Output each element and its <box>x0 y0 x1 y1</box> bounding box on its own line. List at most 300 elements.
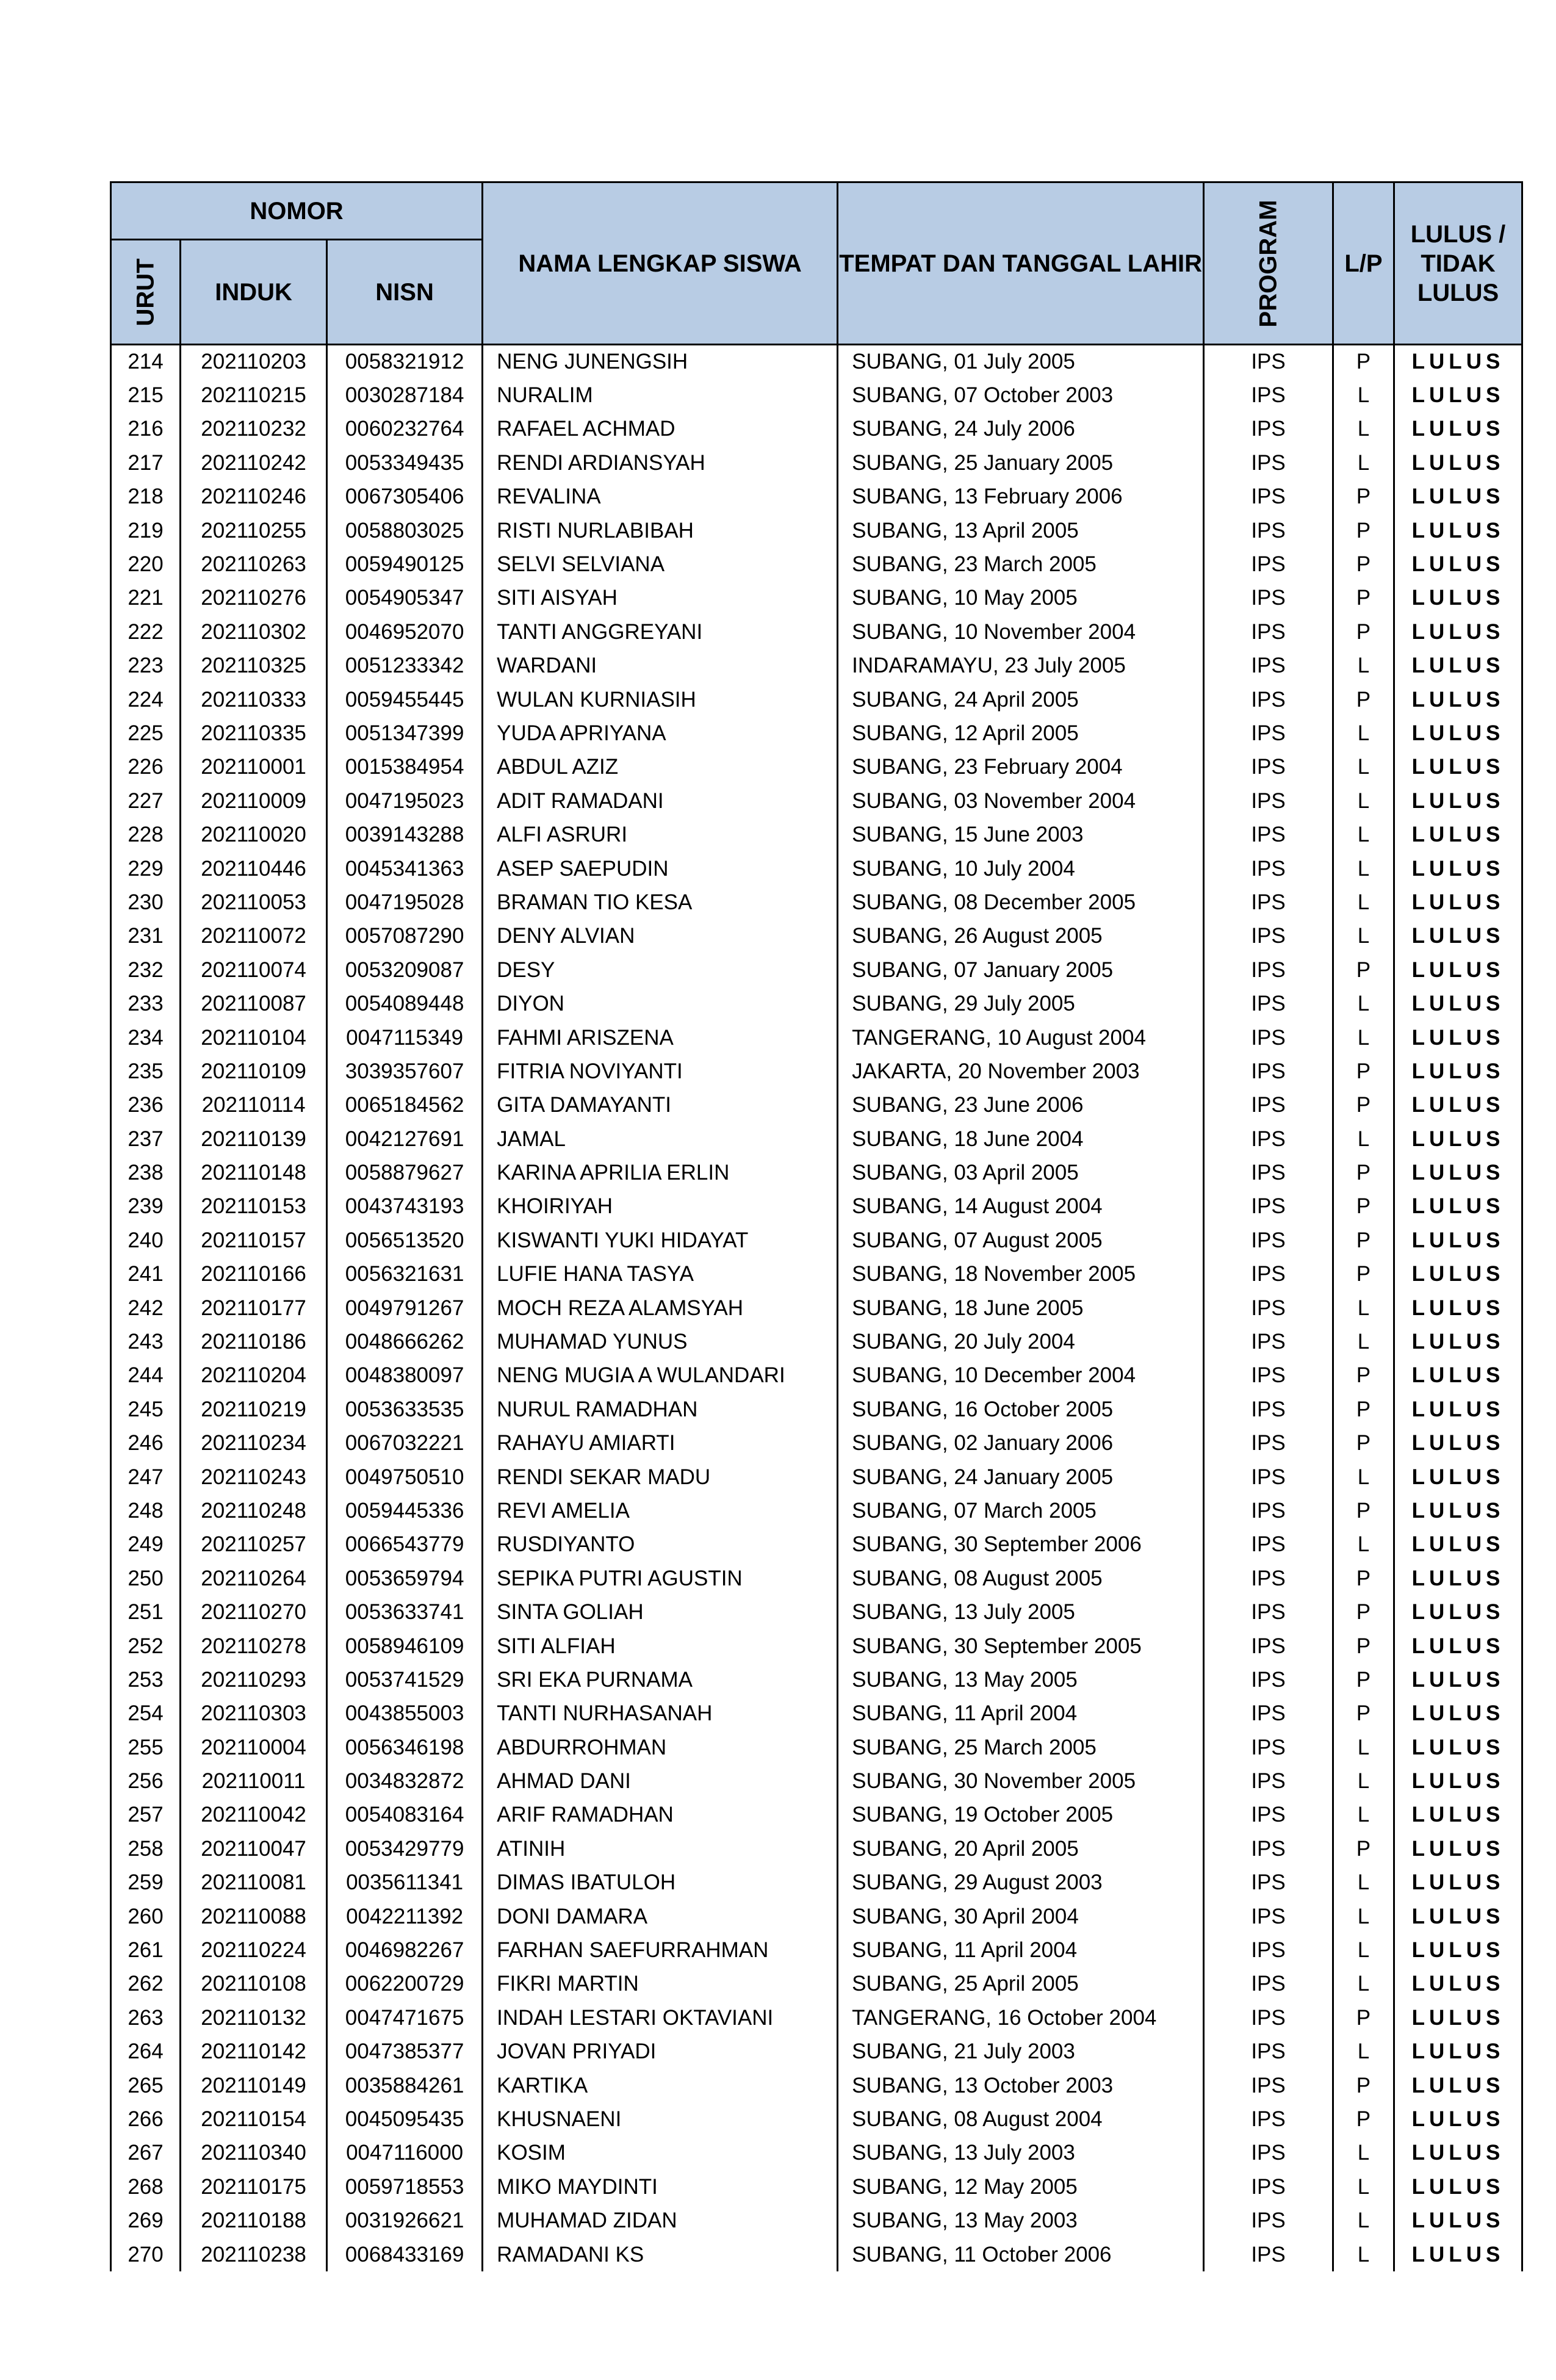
cell-status: LULUS <box>1394 1562 1522 1595</box>
cell-program: IPS <box>1204 1663 1333 1697</box>
cell-induk: 202110446 <box>181 851 327 885</box>
table-row <box>111 547 1522 581</box>
cell-tempat-tanggal-lahir: SUBANG, 11 April 2004 <box>838 1933 1204 1967</box>
table-row <box>111 1967 1522 2000</box>
cell-status: LULUS <box>1394 682 1522 716</box>
table-row <box>111 1020 1522 1054</box>
header-urut-label: URUT <box>132 258 159 326</box>
cell-induk: 202110242 <box>181 446 327 480</box>
cell-lp: P <box>1333 513 1394 547</box>
cell-program: IPS <box>1204 1494 1333 1527</box>
cell-nama: NURUL RAMADHAN <box>483 1393 838 1426</box>
cell-lp: P <box>1333 1055 1394 1088</box>
cell-urut: 230 <box>111 885 181 919</box>
cell-urut: 250 <box>111 1562 181 1595</box>
cell-status: LULUS <box>1394 412 1522 445</box>
cell-tempat-tanggal-lahir: SUBANG, 11 October 2006 <box>838 2237 1204 2271</box>
cell-status: LULUS <box>1394 2204 1522 2237</box>
cell-urut: 262 <box>111 1967 181 2000</box>
cell-tempat-tanggal-lahir: TANGERANG, 10 August 2004 <box>838 1020 1204 1054</box>
table-row <box>111 1291 1522 1324</box>
cell-nisn: 0046952070 <box>327 615 483 649</box>
cell-program: IPS <box>1204 615 1333 649</box>
cell-nama: SRI EKA PURNAMA <box>483 1663 838 1697</box>
cell-induk: 202110335 <box>181 716 327 750</box>
cell-urut: 253 <box>111 1663 181 1697</box>
cell-induk: 202110074 <box>181 953 327 987</box>
cell-nama: MUHAMAD YUNUS <box>483 1325 838 1358</box>
cell-tempat-tanggal-lahir: SUBANG, 29 July 2005 <box>838 987 1204 1020</box>
cell-induk: 202110142 <box>181 2035 327 2068</box>
cell-program: IPS <box>1204 750 1333 784</box>
cell-nisn: 0031926621 <box>327 2204 483 2237</box>
cell-program: IPS <box>1204 953 1333 987</box>
cell-induk: 202110157 <box>181 1224 327 1257</box>
cell-status: LULUS <box>1394 1798 1522 1831</box>
cell-urut: 239 <box>111 1189 181 1223</box>
table-row <box>111 1933 1522 1967</box>
cell-nisn: 0035611341 <box>327 1866 483 1899</box>
cell-nama: WULAN KURNIASIH <box>483 682 838 716</box>
cell-status: LULUS <box>1394 851 1522 885</box>
cell-tempat-tanggal-lahir: SUBANG, 13 February 2006 <box>838 480 1204 513</box>
cell-nama: NENG JUNENGSIH <box>483 345 838 378</box>
table-row <box>111 513 1522 547</box>
cell-program: IPS <box>1204 851 1333 885</box>
cell-tempat-tanggal-lahir: SUBANG, 16 October 2005 <box>838 1393 1204 1426</box>
table-row <box>111 818 1522 851</box>
table-row <box>111 378 1522 412</box>
cell-nama: WARDANI <box>483 649 838 682</box>
cell-urut: 215 <box>111 378 181 412</box>
cell-nama: REVI AMELIA <box>483 1494 838 1527</box>
cell-urut: 256 <box>111 1764 181 1798</box>
cell-urut: 246 <box>111 1426 181 1460</box>
cell-lp: L <box>1333 1325 1394 1358</box>
cell-nisn: 0059718553 <box>327 2170 483 2204</box>
cell-urut: 217 <box>111 446 181 480</box>
cell-lp: P <box>1333 1832 1394 1866</box>
cell-lp: L <box>1333 2170 1394 2204</box>
cell-lp: L <box>1333 1866 1394 1899</box>
cell-induk: 202110175 <box>181 2170 327 2204</box>
cell-nisn: 0056321631 <box>327 1257 483 1291</box>
cell-lp: P <box>1333 1257 1394 1291</box>
cell-lp: L <box>1333 818 1394 851</box>
cell-nisn: 0053741529 <box>327 1663 483 1697</box>
cell-urut: 248 <box>111 1494 181 1527</box>
cell-nama: JOVAN PRIYADI <box>483 2035 838 2068</box>
cell-induk: 202110204 <box>181 1358 327 1392</box>
cell-induk: 202110203 <box>181 345 327 378</box>
cell-program: IPS <box>1204 1426 1333 1460</box>
cell-status: LULUS <box>1394 446 1522 480</box>
cell-nisn: 0051233342 <box>327 649 483 682</box>
cell-nama: BRAMAN TIO KESA <box>483 885 838 919</box>
cell-nama: FIKRI MARTIN <box>483 1967 838 2000</box>
cell-urut: 232 <box>111 953 181 987</box>
header-program <box>1204 182 1333 345</box>
cell-nama: MIKO MAYDINTI <box>483 2170 838 2204</box>
cell-program: IPS <box>1204 1798 1333 1831</box>
cell-lp: P <box>1333 1088 1394 1122</box>
cell-program: IPS <box>1204 1832 1333 1866</box>
cell-tempat-tanggal-lahir: SUBANG, 03 November 2004 <box>838 784 1204 818</box>
cell-induk: 202110053 <box>181 885 327 919</box>
cell-status: LULUS <box>1394 2001 1522 2035</box>
cell-lp: P <box>1333 1562 1394 1595</box>
cell-induk: 202110248 <box>181 1494 327 1527</box>
cell-lp: P <box>1333 1595 1394 1629</box>
cell-status: LULUS <box>1394 2170 1522 2204</box>
cell-induk: 202110020 <box>181 818 327 851</box>
cell-induk: 202110108 <box>181 1967 327 2000</box>
cell-urut: 218 <box>111 480 181 513</box>
cell-lp: P <box>1333 345 1394 378</box>
cell-nisn: 0053429779 <box>327 1832 483 1866</box>
cell-tempat-tanggal-lahir: SUBANG, 14 August 2004 <box>838 1189 1204 1223</box>
table-row <box>111 2102 1522 2136</box>
table-row <box>111 2237 1522 2271</box>
cell-nisn: 0048380097 <box>327 1358 483 1392</box>
cell-program: IPS <box>1204 987 1333 1020</box>
cell-urut: 252 <box>111 1629 181 1662</box>
cell-induk: 202110011 <box>181 1764 327 1798</box>
cell-nisn: 0058321912 <box>327 345 483 378</box>
cell-induk: 202110087 <box>181 987 327 1020</box>
cell-lp: L <box>1333 1527 1394 1561</box>
cell-urut: 254 <box>111 1697 181 1730</box>
table-row <box>111 581 1522 615</box>
cell-status: LULUS <box>1394 1122 1522 1155</box>
cell-tempat-tanggal-lahir: SUBANG, 08 December 2005 <box>838 885 1204 919</box>
cell-lp: L <box>1333 2204 1394 2237</box>
cell-nama: AHMAD DANI <box>483 1764 838 1798</box>
cell-lp: L <box>1333 750 1394 784</box>
cell-status: LULUS <box>1394 581 1522 615</box>
header-status-line-3: LULUS <box>1417 279 1499 306</box>
cell-program: IPS <box>1204 2170 1333 2204</box>
cell-nisn: 0058803025 <box>327 513 483 547</box>
cell-status: LULUS <box>1394 615 1522 649</box>
cell-tempat-tanggal-lahir: SUBANG, 13 July 2003 <box>838 2136 1204 2169</box>
cell-nisn: 0049791267 <box>327 1291 483 1324</box>
cell-urut: 214 <box>111 345 181 378</box>
cell-nama: SELVI SELVIANA <box>483 547 838 581</box>
cell-program: IPS <box>1204 1866 1333 1899</box>
table-row <box>111 1527 1522 1561</box>
header-status <box>1394 182 1522 345</box>
cell-nama: RAFAEL ACHMAD <box>483 412 838 445</box>
cell-nama: GITA DAMAYANTI <box>483 1088 838 1122</box>
table-row <box>111 1088 1522 1122</box>
cell-induk: 202110132 <box>181 2001 327 2035</box>
cell-nisn: 0046982267 <box>327 1933 483 1967</box>
cell-induk: 202110088 <box>181 1899 327 1933</box>
cell-program: IPS <box>1204 1527 1333 1561</box>
table-row <box>111 615 1522 649</box>
cell-status: LULUS <box>1394 480 1522 513</box>
cell-urut: 267 <box>111 2136 181 2169</box>
cell-lp: P <box>1333 581 1394 615</box>
cell-induk: 202110154 <box>181 2102 327 2136</box>
cell-tempat-tanggal-lahir: SUBANG, 23 March 2005 <box>838 547 1204 581</box>
cell-status: LULUS <box>1394 1291 1522 1324</box>
cell-lp: L <box>1333 1967 1394 2000</box>
cell-tempat-tanggal-lahir: SUBANG, 10 May 2005 <box>838 581 1204 615</box>
cell-nisn: 0053349435 <box>327 446 483 480</box>
cell-urut: 265 <box>111 2068 181 2102</box>
cell-nisn: 3039357607 <box>327 1055 483 1088</box>
cell-lp: L <box>1333 919 1394 953</box>
cell-nama: JAMAL <box>483 1122 838 1155</box>
cell-lp: P <box>1333 1358 1394 1392</box>
cell-nama: SITI ALFIAH <box>483 1629 838 1662</box>
cell-nisn: 0059445336 <box>327 1494 483 1527</box>
table-row <box>111 1899 1522 1933</box>
cell-lp: L <box>1333 1899 1394 1933</box>
cell-program: IPS <box>1204 1562 1333 1595</box>
table-row <box>111 649 1522 682</box>
table-row <box>111 1460 1522 1493</box>
cell-nisn: 0065184562 <box>327 1088 483 1122</box>
table-row <box>111 1595 1522 1629</box>
cell-tempat-tanggal-lahir: SUBANG, 08 August 2004 <box>838 2102 1204 2136</box>
cell-tempat-tanggal-lahir: SUBANG, 10 July 2004 <box>838 851 1204 885</box>
table-row <box>111 1189 1522 1223</box>
cell-program: IPS <box>1204 818 1333 851</box>
cell-urut: 242 <box>111 1291 181 1324</box>
cell-urut: 268 <box>111 2170 181 2204</box>
cell-lp: L <box>1333 784 1394 818</box>
table-row <box>111 1832 1522 1866</box>
cell-status: LULUS <box>1394 1832 1522 1866</box>
cell-lp: L <box>1333 1122 1394 1155</box>
cell-lp: P <box>1333 1393 1394 1426</box>
cell-nisn: 0054083164 <box>327 1798 483 1831</box>
cell-urut: 237 <box>111 1122 181 1155</box>
cell-status: LULUS <box>1394 716 1522 750</box>
cell-program: IPS <box>1204 885 1333 919</box>
cell-nama: TANTI NURHASANAH <box>483 1697 838 1730</box>
cell-urut: 222 <box>111 615 181 649</box>
cell-status: LULUS <box>1394 1426 1522 1460</box>
cell-induk: 202110081 <box>181 1866 327 1899</box>
cell-status: LULUS <box>1394 784 1522 818</box>
cell-urut: 251 <box>111 1595 181 1629</box>
cell-urut: 240 <box>111 1224 181 1257</box>
cell-tempat-tanggal-lahir: SUBANG, 30 September 2006 <box>838 1527 1204 1561</box>
cell-lp: L <box>1333 1798 1394 1831</box>
cell-urut: 257 <box>111 1798 181 1831</box>
cell-nisn: 0015384954 <box>327 750 483 784</box>
cell-tempat-tanggal-lahir: SUBANG, 30 April 2004 <box>838 1899 1204 1933</box>
cell-program: IPS <box>1204 716 1333 750</box>
cell-status: LULUS <box>1394 818 1522 851</box>
cell-urut: 236 <box>111 1088 181 1122</box>
header-nomor: NOMOR <box>111 182 483 240</box>
cell-nisn: 0066543779 <box>327 1527 483 1561</box>
table-row <box>111 1697 1522 1730</box>
cell-urut: 221 <box>111 581 181 615</box>
cell-induk: 202110186 <box>181 1325 327 1358</box>
cell-nisn: 0059490125 <box>327 547 483 581</box>
cell-lp: P <box>1333 1156 1394 1189</box>
cell-tempat-tanggal-lahir: SUBANG, 13 July 2005 <box>838 1595 1204 1629</box>
cell-tempat-tanggal-lahir: SUBANG, 12 May 2005 <box>838 2170 1204 2204</box>
cell-nisn: 0054905347 <box>327 581 483 615</box>
header-nama-lengkap-siswa: NAMA LENGKAP SISWA <box>483 182 838 345</box>
cell-lp: L <box>1333 987 1394 1020</box>
cell-nisn: 0047195023 <box>327 784 483 818</box>
cell-induk: 202110243 <box>181 1460 327 1493</box>
cell-tempat-tanggal-lahir: SUBANG, 18 June 2005 <box>838 1291 1204 1324</box>
cell-program: IPS <box>1204 1055 1333 1088</box>
cell-urut: 233 <box>111 987 181 1020</box>
cell-urut: 226 <box>111 750 181 784</box>
cell-status: LULUS <box>1394 1967 1522 2000</box>
cell-nama: RUSDIYANTO <box>483 1527 838 1561</box>
cell-program: IPS <box>1204 1358 1333 1392</box>
cell-lp: L <box>1333 412 1394 445</box>
cell-urut: 245 <box>111 1393 181 1426</box>
table-row <box>111 1257 1522 1291</box>
cell-tempat-tanggal-lahir: SUBANG, 29 August 2003 <box>838 1866 1204 1899</box>
cell-status: LULUS <box>1394 750 1522 784</box>
cell-induk: 202110009 <box>181 784 327 818</box>
cell-induk: 202110219 <box>181 1393 327 1426</box>
cell-status: LULUS <box>1394 919 1522 953</box>
cell-induk: 202110255 <box>181 513 327 547</box>
cell-nisn: 0043743193 <box>327 1189 483 1223</box>
cell-status: LULUS <box>1394 2136 1522 2169</box>
cell-nisn: 0053209087 <box>327 953 483 987</box>
cell-urut: 261 <box>111 1933 181 1967</box>
table-row <box>111 716 1522 750</box>
cell-status: LULUS <box>1394 1866 1522 1899</box>
table-row <box>111 1629 1522 1662</box>
header-nisn: NISN <box>327 240 483 345</box>
cell-induk: 202110114 <box>181 1088 327 1122</box>
cell-nisn: 0045095435 <box>327 2102 483 2136</box>
cell-nama: FITRIA NOVIYANTI <box>483 1055 838 1088</box>
cell-nisn: 0042211392 <box>327 1899 483 1933</box>
cell-induk: 202110270 <box>181 1595 327 1629</box>
cell-status: LULUS <box>1394 1325 1522 1358</box>
cell-nama: DIMAS IBATULOH <box>483 1866 838 1899</box>
cell-program: IPS <box>1204 1224 1333 1257</box>
cell-nama: KHUSNAENI <box>483 2102 838 2136</box>
cell-program: IPS <box>1204 1189 1333 1223</box>
cell-lp: L <box>1333 1020 1394 1054</box>
cell-tempat-tanggal-lahir: SUBANG, 23 June 2006 <box>838 1088 1204 1122</box>
cell-tempat-tanggal-lahir: SUBANG, 07 March 2005 <box>838 1494 1204 1527</box>
table-row <box>111 1122 1522 1155</box>
cell-program: IPS <box>1204 1122 1333 1155</box>
cell-urut: 227 <box>111 784 181 818</box>
cell-nisn: 0062200729 <box>327 1967 483 2000</box>
cell-tempat-tanggal-lahir: SUBANG, 13 October 2003 <box>838 2068 1204 2102</box>
cell-nama: NENG MUGIA A WULANDARI <box>483 1358 838 1392</box>
cell-nisn: 0053659794 <box>327 1562 483 1595</box>
cell-induk: 202110238 <box>181 2237 327 2271</box>
table-row <box>111 1393 1522 1426</box>
cell-status: LULUS <box>1394 987 1522 1020</box>
student-graduation-table <box>110 181 1523 2271</box>
cell-nisn: 0047471675 <box>327 2001 483 2035</box>
cell-induk: 202110276 <box>181 581 327 615</box>
cell-program: IPS <box>1204 682 1333 716</box>
cell-nisn: 0058946109 <box>327 1629 483 1662</box>
cell-urut: 255 <box>111 1731 181 1764</box>
table-row <box>111 919 1522 953</box>
cell-nama: REVALINA <box>483 480 838 513</box>
cell-lp: P <box>1333 547 1394 581</box>
table-row <box>111 1798 1522 1831</box>
cell-program: IPS <box>1204 446 1333 480</box>
cell-nisn: 0056346198 <box>327 1731 483 1764</box>
cell-nama: KARTIKA <box>483 2068 838 2102</box>
header-status-line-1: LULUS / <box>1410 220 1506 248</box>
cell-lp: L <box>1333 446 1394 480</box>
cell-nama: ABDUL AZIZ <box>483 750 838 784</box>
cell-nisn: 0035884261 <box>327 2068 483 2102</box>
cell-nama: KARINA APRILIA ERLIN <box>483 1156 838 1189</box>
cell-program: IPS <box>1204 2001 1333 2035</box>
cell-nisn: 0059455445 <box>327 682 483 716</box>
cell-tempat-tanggal-lahir: SUBANG, 10 November 2004 <box>838 615 1204 649</box>
table-row <box>111 2136 1522 2169</box>
cell-status: LULUS <box>1394 1156 1522 1189</box>
cell-urut: 216 <box>111 412 181 445</box>
cell-nama: ABDURROHMAN <box>483 1731 838 1764</box>
cell-program: IPS <box>1204 2035 1333 2068</box>
cell-urut: 235 <box>111 1055 181 1088</box>
cell-status: LULUS <box>1394 1595 1522 1629</box>
table-row <box>111 480 1522 513</box>
table-row <box>111 1055 1522 1088</box>
cell-nama: MUHAMAD ZIDAN <box>483 2204 838 2237</box>
cell-induk: 202110104 <box>181 1020 327 1054</box>
table-row <box>111 345 1522 378</box>
cell-lp: P <box>1333 953 1394 987</box>
cell-program: IPS <box>1204 1020 1333 1054</box>
cell-urut: 220 <box>111 547 181 581</box>
cell-tempat-tanggal-lahir: SUBANG, 26 August 2005 <box>838 919 1204 953</box>
cell-program: IPS <box>1204 513 1333 547</box>
cell-status: LULUS <box>1394 1189 1522 1223</box>
cell-lp: P <box>1333 615 1394 649</box>
cell-program: IPS <box>1204 1257 1333 1291</box>
cell-tempat-tanggal-lahir: SUBANG, 13 April 2005 <box>838 513 1204 547</box>
cell-nama: DENY ALVIAN <box>483 919 838 953</box>
cell-lp: P <box>1333 1663 1394 1697</box>
cell-tempat-tanggal-lahir: SUBANG, 07 August 2005 <box>838 1224 1204 1257</box>
table-row <box>111 1663 1522 1697</box>
cell-lp: P <box>1333 1494 1394 1527</box>
cell-lp: P <box>1333 1189 1394 1223</box>
cell-nama: FAHMI ARISZENA <box>483 1020 838 1054</box>
table-row <box>111 2001 1522 2035</box>
cell-nama: YUDA APRIYANA <box>483 716 838 750</box>
cell-tempat-tanggal-lahir: SUBANG, 25 January 2005 <box>838 446 1204 480</box>
cell-nama: NURALIM <box>483 378 838 412</box>
cell-nisn: 0048666262 <box>327 1325 483 1358</box>
cell-induk: 202110109 <box>181 1055 327 1088</box>
cell-status: LULUS <box>1394 1224 1522 1257</box>
cell-program: IPS <box>1204 1731 1333 1764</box>
cell-program: IPS <box>1204 1156 1333 1189</box>
